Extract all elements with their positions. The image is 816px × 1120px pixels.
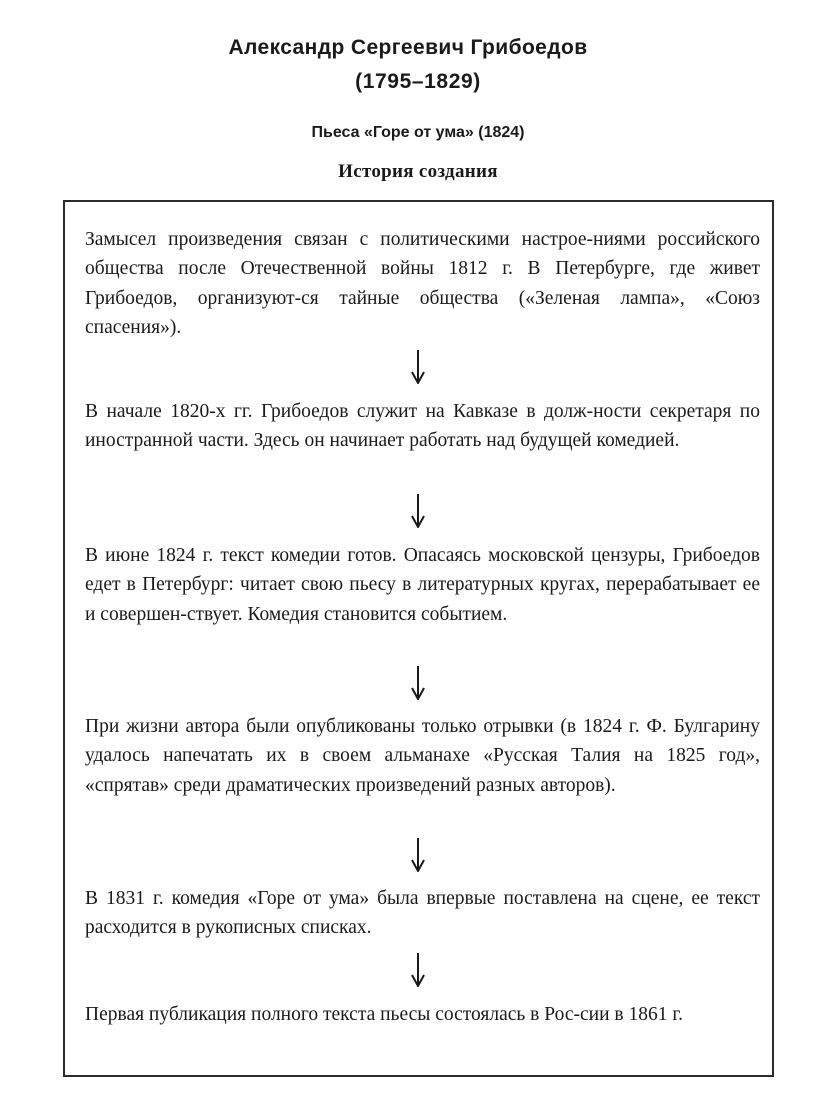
author-years: (1795–1829) [355, 70, 481, 93]
flow-step-6: Первая публикация полного текста пьесы состоялась в Рос-сии в 1861 г. [85, 1004, 684, 1025]
section-heading: История создания [338, 161, 498, 182]
down-arrow-icon [411, 838, 425, 872]
flow-step-4: При жизни автора были опубликованы только отрывки (в 1824 г. Ф. Булгарину удалось напечатать их в своем альманахе «Русская Талия на 1825 год», «спрятав» среди драматических произведений разных авторов). [85, 716, 760, 796]
flow-step-5: В 1831 г. комедия «Горе от ума» была впервые поставлена на сцене, ее текст расходится в рукописных списках. [85, 888, 760, 939]
down-arrow-icon [411, 666, 425, 700]
play-title: Пьеса «Горе от ума» (1824) [311, 124, 525, 141]
down-arrow-icon [411, 953, 425, 987]
flow-step-2: В начале 1820-х гг. Грибоедов служит на Кавказе в долж-ности секретаря по иностранной части. Здесь он начинает работать над будущей комедией. [85, 401, 760, 452]
down-arrow-icon [411, 494, 425, 528]
flow-step-3: В июне 1824 г. текст комедии готов. Опасаясь московской цензуры, Грибоедов едет в Петербург: читает свою пьесу в литературных кругах, перерабатывает ее и совершен-ствует. Комедия становится событием. [85, 545, 760, 625]
flow-step-1: Замысел произведения связан с политическими настрое-ниями российского общества после Отечественной войны 1812 г. В Петербурге, где живет Грибоедов, организуют-ся тайные общества («Зеленая лампа», «Союз спасения»). [85, 229, 760, 338]
down-arrow-icon [411, 350, 425, 384]
author-name: Александр Сергеевич Грибоедов [228, 36, 588, 59]
